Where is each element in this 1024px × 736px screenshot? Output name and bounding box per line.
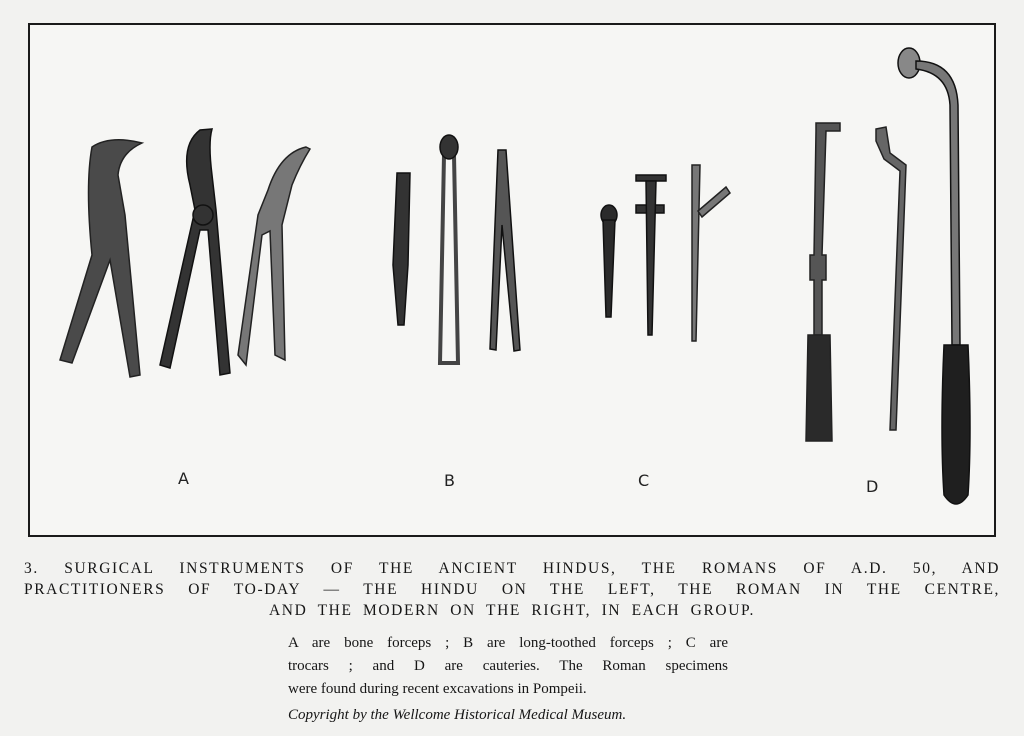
- caption-line-3: AND THE MODERN ON THE RIGHT, IN EACH GROUP.: [269, 602, 755, 619]
- group-label-b: B: [444, 471, 455, 490]
- caption-line-1: 3. SURGICAL INSTRUMENTS OF THE ANCIENT HINDUS, THE ROMANS OF A.D. 50, AND: [24, 560, 1000, 577]
- group-d-cauteries: [806, 48, 970, 504]
- hindu-trocar: [601, 205, 617, 317]
- roman-long-toothed-forceps: [440, 135, 458, 363]
- modern-trocar: [692, 165, 730, 341]
- hindu-bone-forceps: [60, 140, 142, 377]
- group-c-trocars: [601, 165, 730, 341]
- roman-trocar: [636, 175, 666, 335]
- roman-bone-forceps: [160, 129, 230, 375]
- caption-line-2: PRACTITIONERS OF TO-DAY — THE HINDU ON THE LEFT, THE ROMAN IN THE CENTRE,: [24, 581, 1000, 598]
- hindu-cautery: [806, 123, 840, 441]
- description-line-1: A are bone forceps ; B are long-toothed forceps ; C are: [288, 635, 728, 651]
- modern-bone-forceps: [238, 147, 310, 365]
- figure-caption: [24, 558, 1000, 621]
- group-a-bone-forceps: [60, 129, 310, 377]
- hindu-long-toothed-forceps: [393, 173, 410, 325]
- group-label-d: D: [866, 477, 879, 496]
- group-b-long-toothed-forceps: [393, 135, 520, 363]
- photo-plate: [28, 23, 996, 537]
- copyright-credit: Copyright by the Wellcome Historical Medical Museum.: [288, 707, 627, 723]
- modern-cautery: [898, 48, 970, 504]
- modern-long-toothed-forceps: [490, 150, 520, 351]
- instruments-illustration: [30, 25, 998, 539]
- roman-cautery: [876, 127, 906, 430]
- group-label-c: C: [638, 471, 650, 490]
- figure-description: [288, 632, 728, 701]
- description-line-3: were found during recent excavations in Pompeii.: [288, 681, 587, 697]
- description-line-2: trocars ; and D are cauteries. The Roman specimens: [288, 658, 728, 674]
- group-label-a: A: [178, 469, 189, 488]
